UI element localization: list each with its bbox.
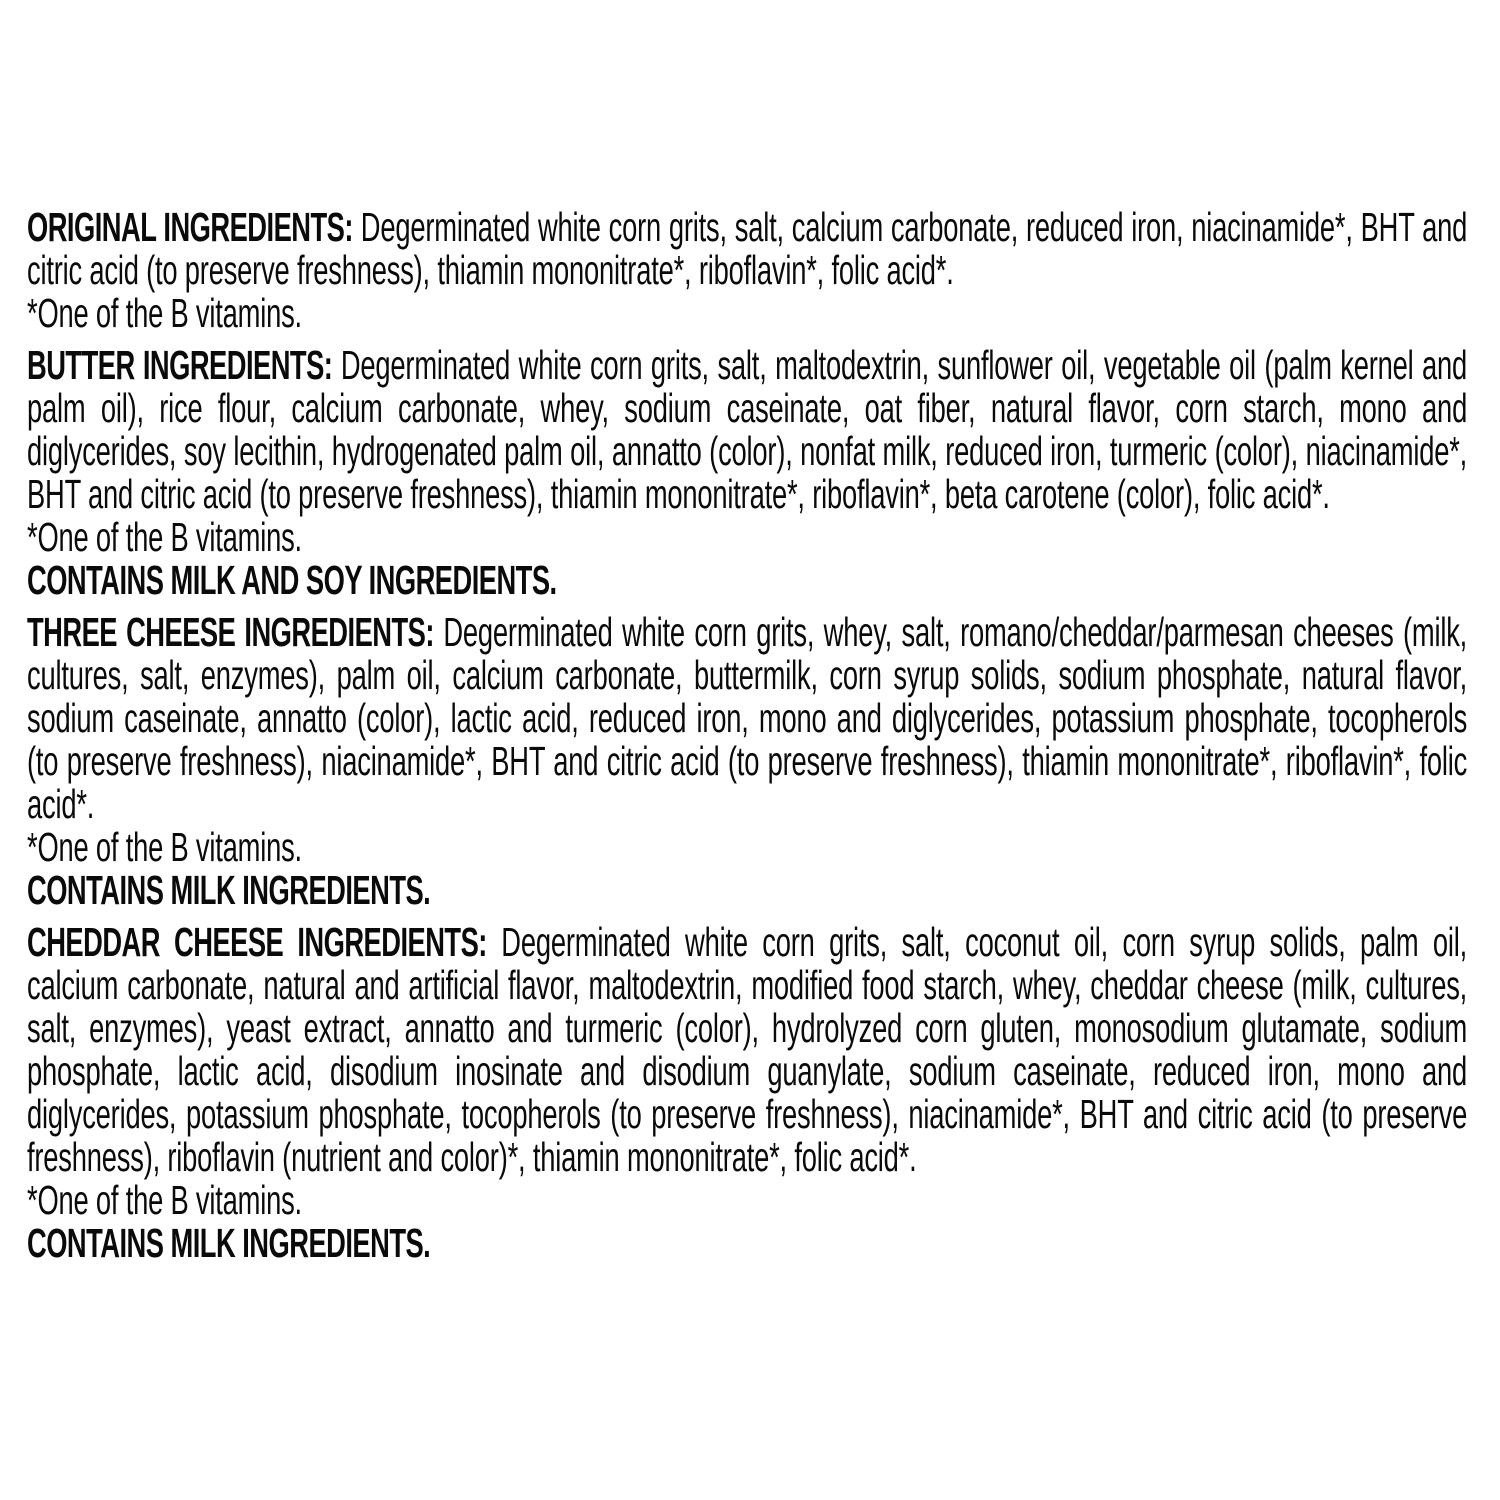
section-body: Degerminated white corn grits, salt, calcium carbonate, reduced iron, niacinamide*, BHT and citric acid (to preserve freshness), thiamin mononitrate*, riboflavin*, folic acid*. [27,204,1468,293]
ingredients-paragraph [27,611,1467,826]
section-cheddar-cheese [27,921,1467,1265]
allergen-statement: CONTAINS MILK INGREDIENTS. [27,867,431,913]
footnote: *One of the B vitamins. [27,290,302,336]
section-heading: BUTTER INGREDIENTS: [27,342,333,388]
footnote: *One of the B vitamins. [27,514,302,560]
ingredients-paragraph [27,206,1467,292]
allergen-statement: CONTAINS MILK INGREDIENTS. [27,1220,431,1266]
section-original [27,206,1467,335]
ingredients-paragraph [27,921,1467,1179]
section-heading: CHEDDAR CHEESE INGREDIENTS: [27,919,487,965]
section-three-cheese [27,611,1467,912]
ingredients-text-column [27,206,1467,1274]
section-body: Degerminated white corn grits, salt, maltodextrin, sunflower oil, vegetable oil (palm kernel and palm oil), rice flour, calcium carbonate, whey, sodium caseinate, oat fiber, natural flavor, corn starch, mono and diglycerides, soy lecithin, hydrogenated palm oil, annatto (color), nonfat milk, reduced iron, turmeric (color), niacinamide*, BHT and citric acid (to preserve freshness), thiamin mononitrate*, riboflavin*, beta carotene (color), folic acid*. [27,342,1468,517]
section-body: Degerminated white corn grits, whey, salt, romano/cheddar/parmesan cheeses (milk, cultures, salt, enzymes), palm oil, calcium carbonate, buttermilk, corn syrup solids, sodium phosphate, natural flavor, sodium caseinate, annatto (color), lactic acid, reduced iron, mono and diglycerides, potassium phosphate, tocopherols (to preserve freshness), niacinamide*, BHT and citric acid (to preserve freshness), thiamin mononitrate*, riboflavin*, folic acid*. [27,609,1468,827]
section-heading: ORIGINAL INGREDIENTS: [27,204,353,250]
section-butter [27,344,1467,602]
section-heading: THREE CHEESE INGREDIENTS: [27,609,434,655]
allergen-statement: CONTAINS MILK AND SOY INGREDIENTS. [27,557,557,603]
section-body: Degerminated white corn grits, salt, coconut oil, corn syrup solids, palm oil, calcium carbonate, natural and artificial flavor, maltodextrin, modified food starch, whey, cheddar cheese (milk, cultures, salt, enzymes), yeast extract, annatto and turmeric (color), hydrolyzed corn gluten, monosodium glutamate, sodium phosphate, lactic acid, disodium inosinate and disodium guanylate, sodium caseinate, reduced iron, mono and diglycerides, potassium phosphate, tocopherols (to preserve freshness), niacinamide*, BHT and citric acid (to preserve freshness), riboflavin (nutrient and color)*, thiamin mononitrate*, folic acid*. [27,919,1468,1180]
ingredients-paragraph [27,344,1467,516]
footnote: *One of the B vitamins. [27,824,302,870]
footnote: *One of the B vitamins. [27,1177,302,1223]
